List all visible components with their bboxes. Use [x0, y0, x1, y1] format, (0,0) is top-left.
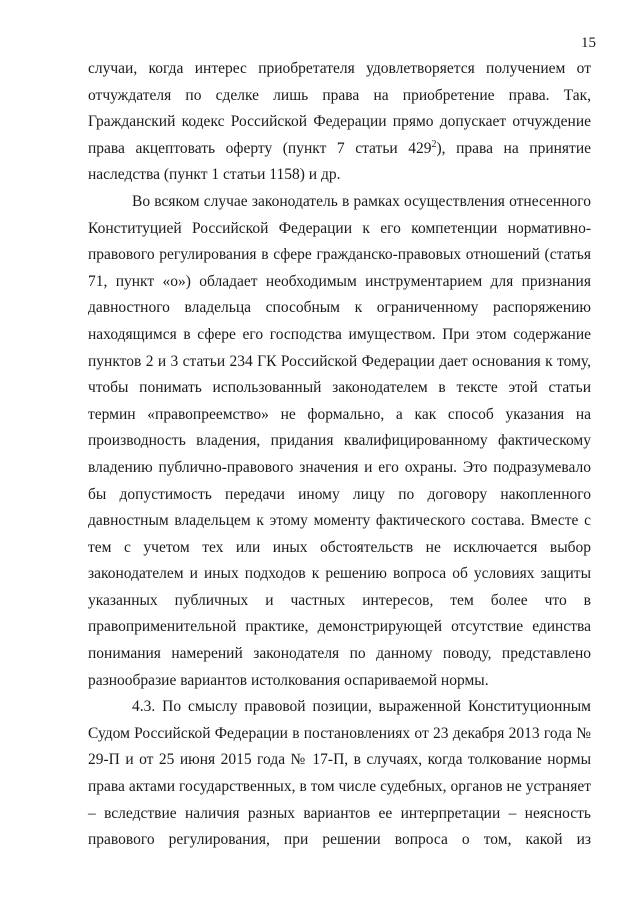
footnote-superscript: 2 — [431, 138, 437, 150]
paragraph-text: случаи, когда интерес приобретателя удовлетворяется получением от отчуждателя по сделке лишь права на приобретение права. Так, Гражданский кодекс Российской Федерации прямо допускает отчуждение права акцептовать оферту (пункт 7 статьи 429 — [88, 60, 591, 157]
document-body — [88, 56, 591, 854]
paragraph-text: ), права на принятие наследства (пункт 1 статьи 1158) и др. — [88, 139, 591, 184]
paragraph: Во всяком случае законодатель в рамках осуществления отнесенного Конституцией Российской Федерации к его компетенции нормативно-правового регулирования в сфере гражданско-правовых отношений (статья 71, пункт «о») обладает необходимым инструментарием для признания давностного владельца способным к ограниченному распоряжению находящимся в сфере его господства имуществом. При этом содержание пунктов 2 и 3 статьи 234 ГК Российской Федерации дает основания к тому, чтобы понимать использованный законодателем в тексте этой статьи термин «правопреемство» не формально, а как способ указания на производность владения, придания квалифицированному фактическому владению публично-правового значения и его охраны. Это подразумевало бы допустимость передачи иному лицу по договору накопленного давностным владельцем к этому моменту фактического состава. Вместе с тем с учетом тех или иных обстоятельств не исключается выбор законодателем и иных подходов к решению вопроса об условиях защиты указанных публичных и частных интересов, тем более что в правоприменительной практике, демонстрирующей отсутствие единства понимания намерений законодателя по данному поводу, представлено разнообразие вариантов истолкования оспариваемой нормы. — [88, 192, 591, 689]
page-number: 15 — [581, 35, 596, 51]
paragraph-section-4-3: 4.3. По смыслу правовой позиции, выраженной Конституционным Судом Российской Федерации в постановлениях от 23 декабря 2013 года № 29-П и от 25 июня 2015 года № 17-П, в случаях, когда толкование нормы права актами государственных, в том числе судебных, органов не устраняет – вследствие наличия разных вариантов ее интерпретации – неясность правового регулирования, при решении вопроса о том, какой из — [88, 698, 591, 849]
paragraph-continuation — [88, 56, 591, 189]
